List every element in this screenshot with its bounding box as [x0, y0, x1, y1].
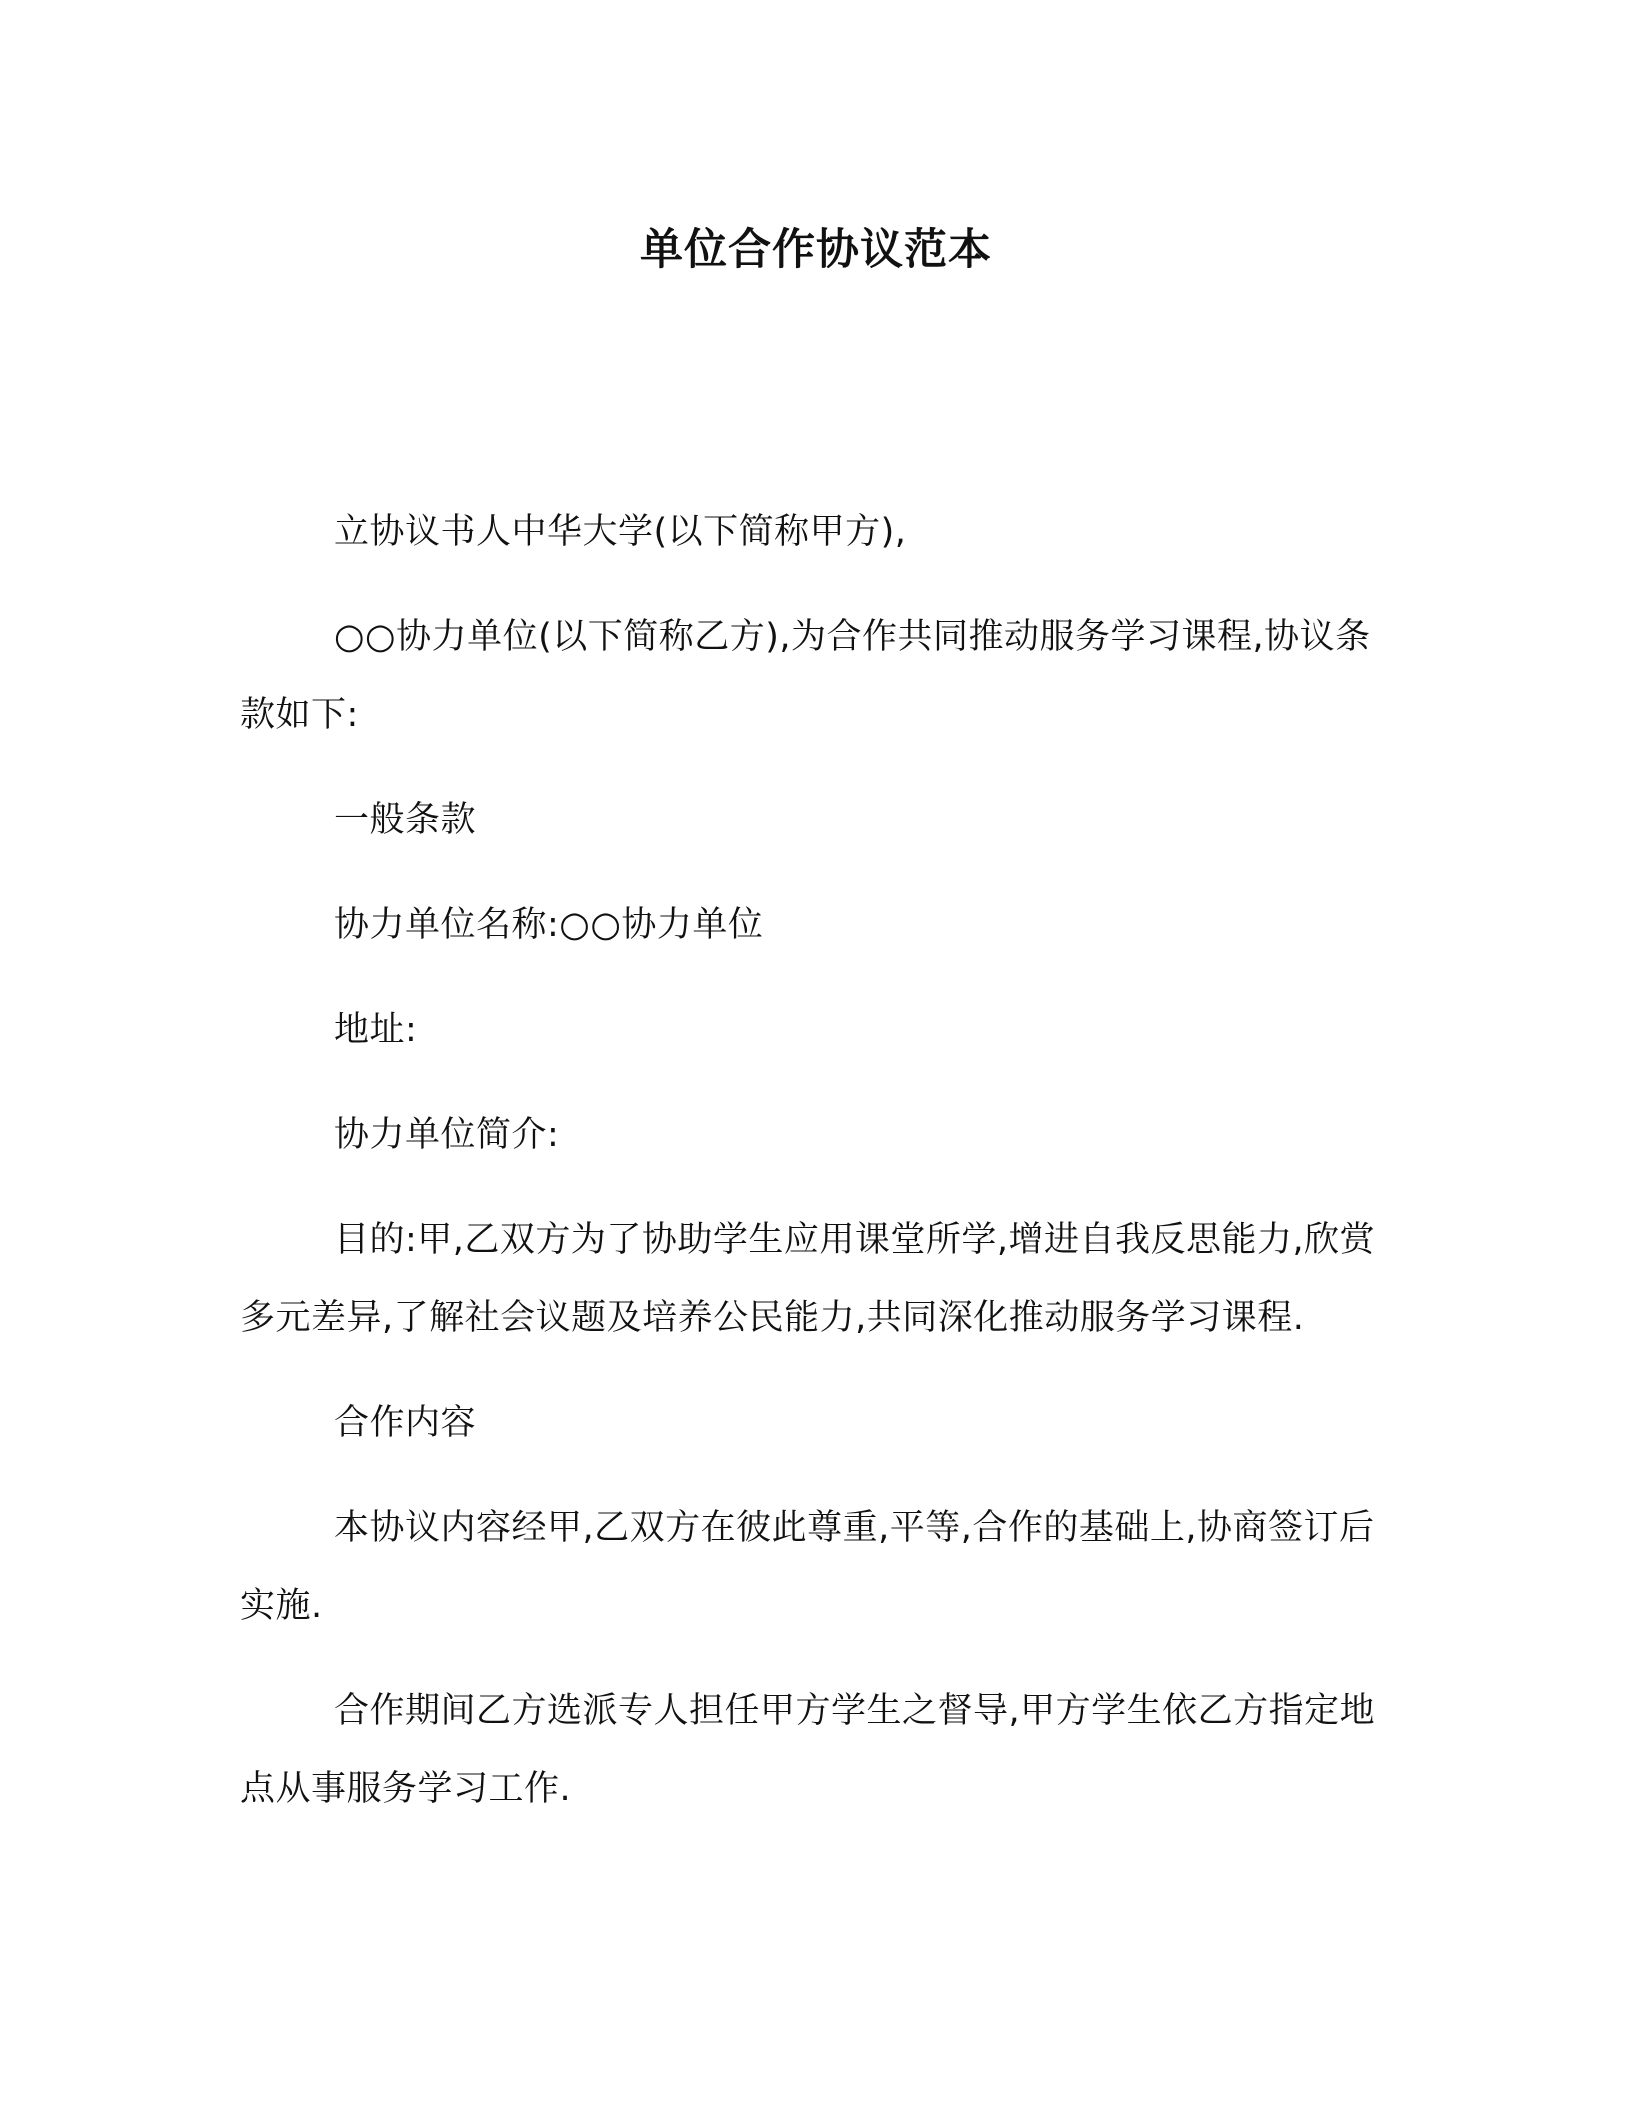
document-body: [240, 493, 1392, 1855]
paragraph-party-b: ○○协力单位(以下简称乙方),为合作共同推动服务学习课程,协议条款如下:: [240, 617, 1371, 735]
paragraph-address: 地址:: [334, 1010, 418, 1050]
paragraph-agreement-basis: 本协议内容经甲,乙双方在彼此尊重,平等,合作的基础上,协商签订后实施.: [240, 1508, 1375, 1626]
paragraph-party-a: 立协议书人中华大学(以下简称甲方),: [334, 512, 907, 552]
document-title: 单位合作协议范本: [640, 225, 992, 275]
paragraph-purpose: 目的:甲,乙双方为了协助学生应用课堂所学,增进自我反思能力,欣赏多元差异,了解社会议题及培养公民能力,共同深化推动服务学习课程.: [240, 1220, 1376, 1338]
paragraph-unit-intro: 协力单位简介:: [334, 1115, 560, 1155]
paragraph-supervision: 合作期间乙方选派专人担任甲方学生之督导,甲方学生依乙方指定地点从事服务学习工作.: [240, 1691, 1376, 1809]
paragraph-unit-name: 协力单位名称:○○协力单位: [334, 905, 764, 945]
section-heading-cooperation-content: 合作内容: [334, 1403, 477, 1443]
section-heading-general-terms: 一般条款: [334, 800, 477, 840]
